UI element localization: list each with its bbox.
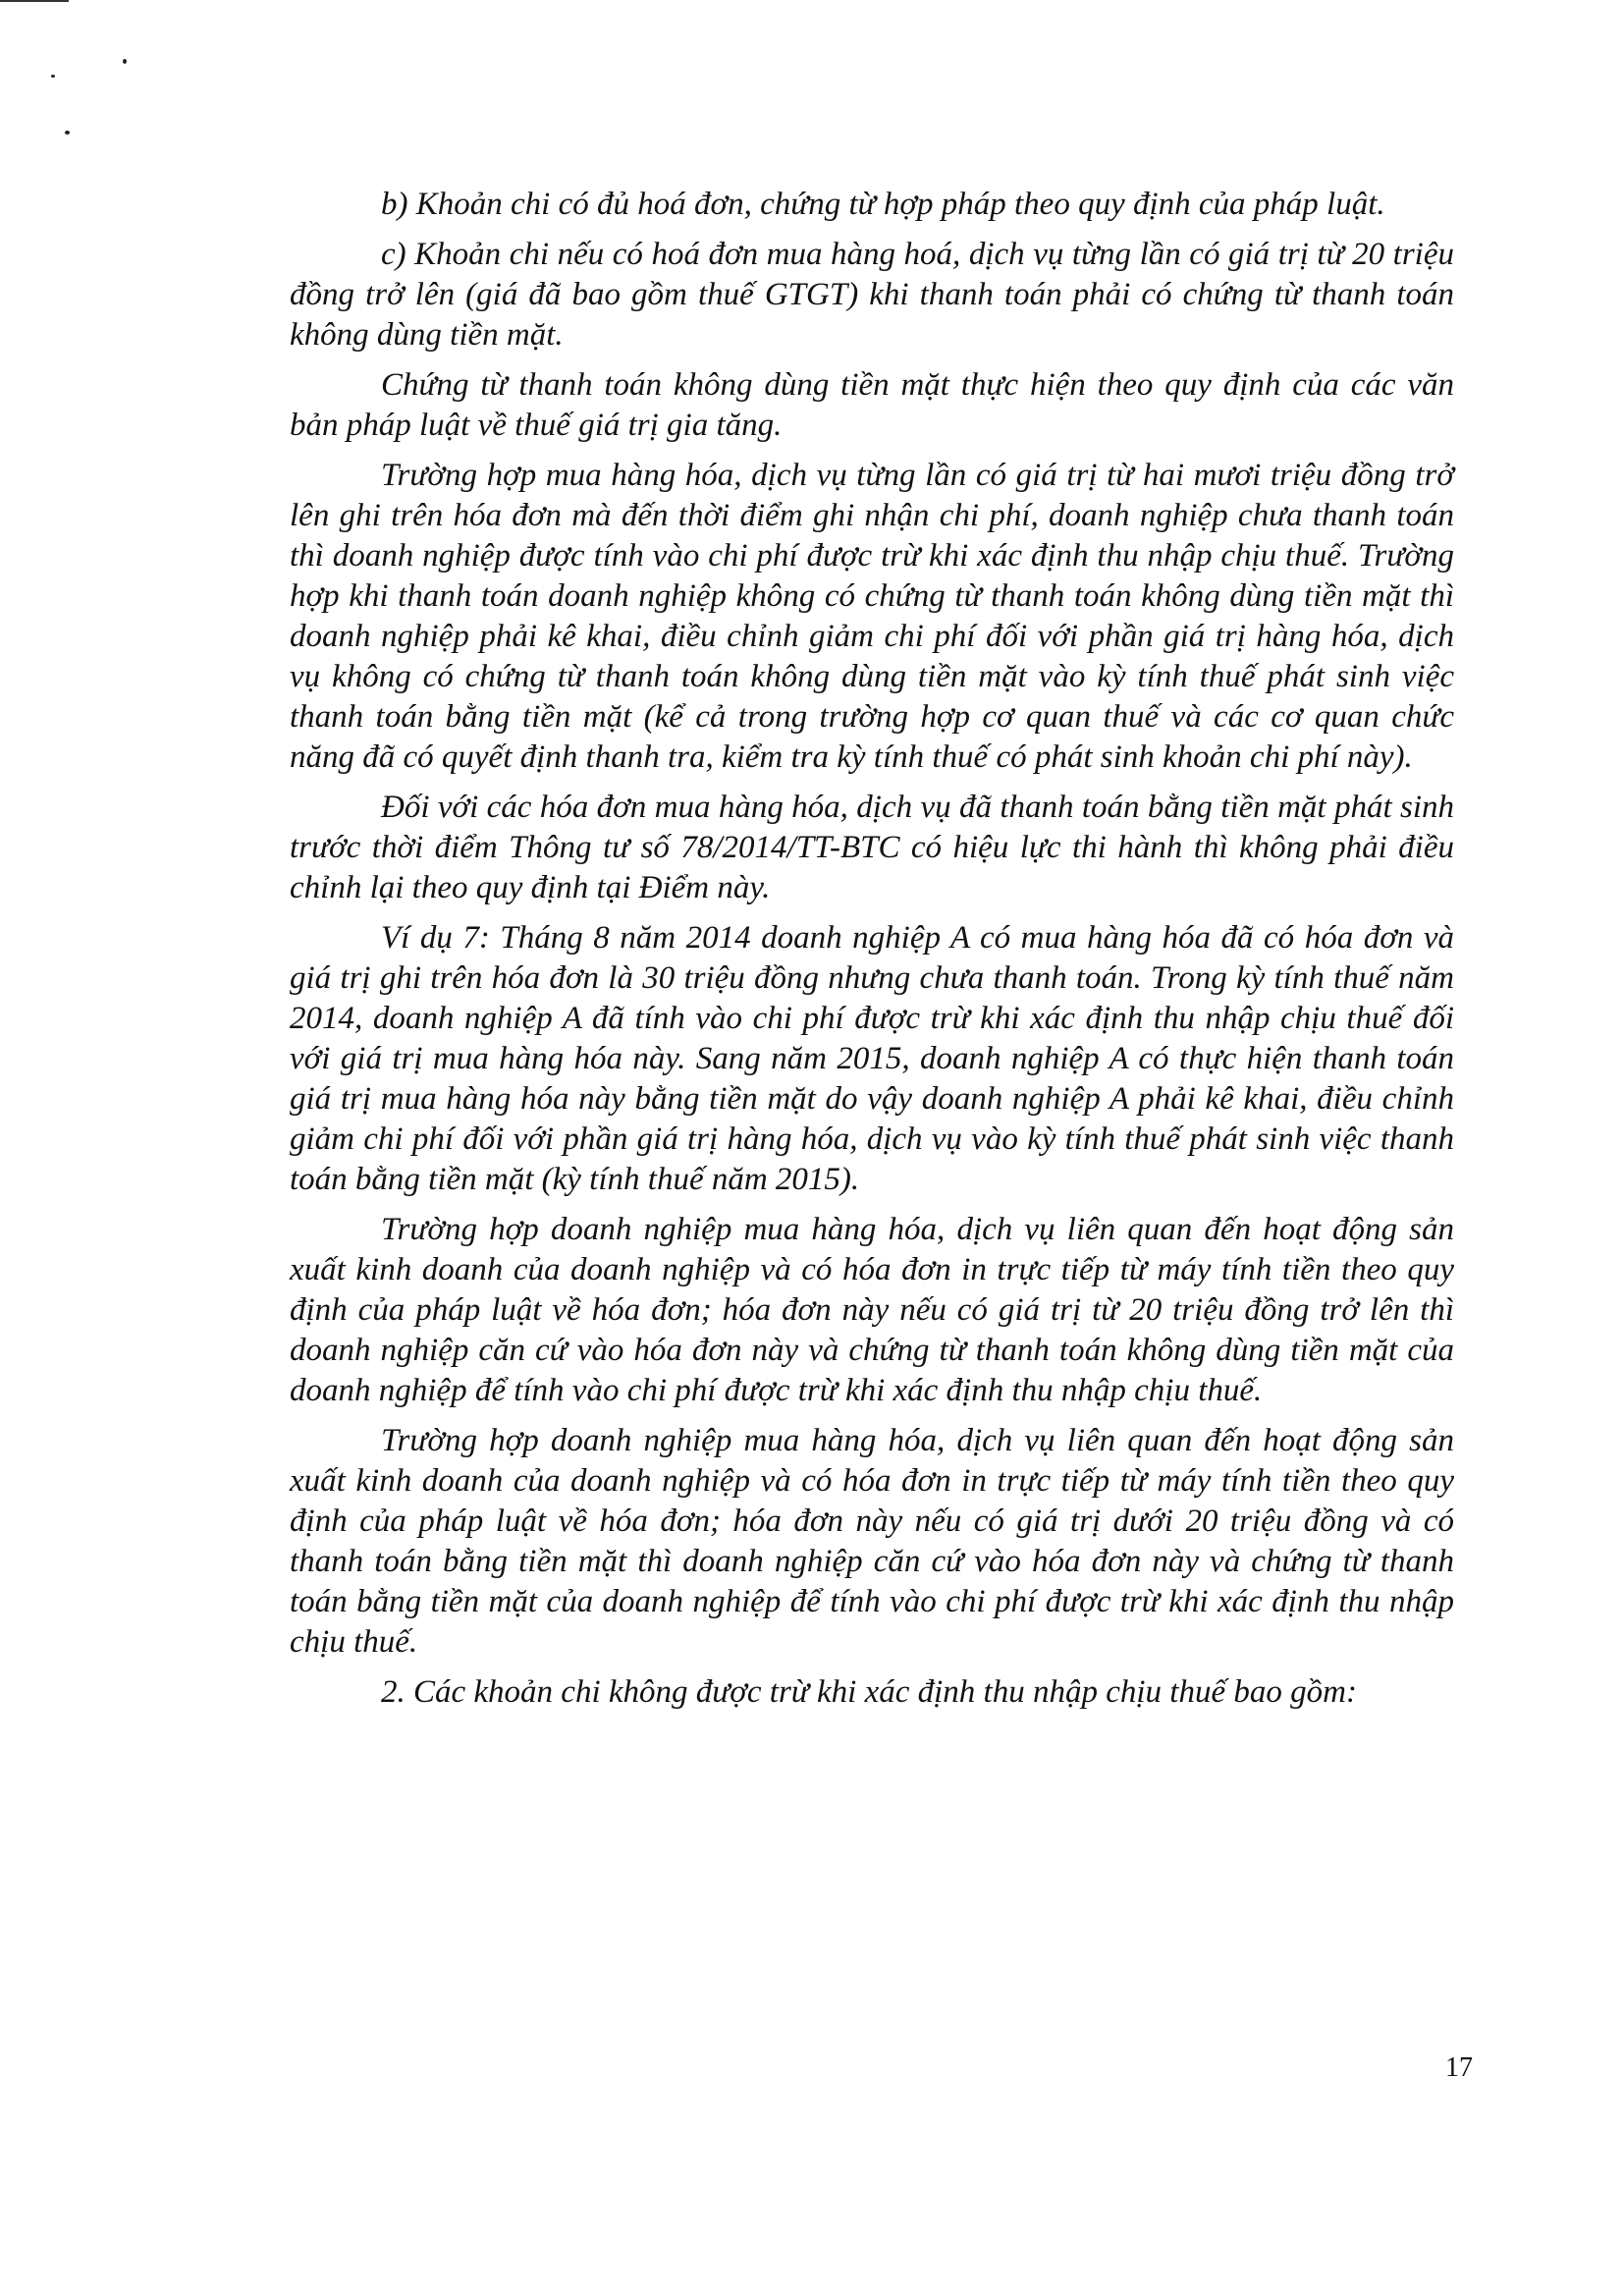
paragraph-prior-invoices: Đối với các hóa đơn mua hàng hóa, dịch vụ đã thanh toán bằng tiền mặt phát sinh trước thời điểm Thông tư số 78/2014/TT-BTC có hiệu lực thi hành thì không phải điều chỉnh lại theo quy định tại Điểm này. bbox=[290, 790, 1454, 905]
page-number: 17 bbox=[1445, 2052, 1473, 2083]
paragraph-section-2-heading: 2. Các khoản chi không được trừ khi xác định thu nhập chịu thuế bao gồm: bbox=[381, 1674, 1357, 1710]
paragraph-point-b: b) Khoản chi có đủ hoá đơn, chứng từ hợp pháp theo quy định của pháp luật. bbox=[381, 187, 1385, 222]
document-body bbox=[290, 185, 1454, 1721]
scan-speck bbox=[51, 75, 55, 78]
paragraph-point-c: c) Khoản chi nếu có hoá đơn mua hàng hoá, dịch vụ từng lần có giá trị từ 20 triệu đồng trở lên (giá đã bao gồm thuế GTGT) khi thanh toán phải có chứng từ thanh toán không dùng tiền mặt. bbox=[290, 237, 1454, 353]
paragraph-unpaid-purchases: Trường hợp mua hàng hóa, dịch vụ từng lần có giá trị từ hai mươi triệu đồng trở lên ghi trên hóa đơn mà đến thời điểm ghi nhận chi phí, doanh nghiệp chưa thanh toán thì doanh nghiệp được tính vào chi phí được trừ khi xác định thu nhập chịu thuế. Trường hợp khi thanh toán doanh nghiệp không có chứng từ thanh toán không dùng tiền mặt thì doanh nghiệp phải kê khai, điều chỉnh giảm chi phí đối với phần giá trị hàng hóa, dịch vụ không có chứng từ thanh toán không dùng tiền mặt vào kỳ tính thuế phát sinh việc thanh toán bằng tiền mặt (kể cả trong trường hợp cơ quan thuế và các cơ quan chức năng đã có quyết định thanh tra, kiểm tra kỳ tính thuế có phát sinh khoản chi phí này). bbox=[290, 458, 1454, 775]
paragraph-cash-register-over-20m: Trường hợp doanh nghiệp mua hàng hóa, dịch vụ liên quan đến hoạt động sản xuất kinh doanh của doanh nghiệp và có hóa đơn in trực tiếp từ máy tính tiền theo quy định của pháp luật về hóa đơn; hóa đơn này nếu có giá trị từ 20 triệu đồng trở lên thì doanh nghiệp căn cứ vào hóa đơn này và chứng từ thanh toán không dùng tiền mặt của doanh nghiệp để tính vào chi phí được trừ khi xác định thu nhập chịu thuế. bbox=[290, 1212, 1454, 1408]
paragraph-non-cash-vouchers: Chứng từ thanh toán không dùng tiền mặt thực hiện theo quy định của các văn bản pháp luật về thuế giá trị gia tăng. bbox=[290, 367, 1454, 443]
scan-speck bbox=[123, 59, 127, 64]
paragraph-example-7: Ví dụ 7: Tháng 8 năm 2014 doanh nghiệp A có mua hàng hóa đã có hóa đơn và giá trị ghi trên hóa đơn là 30 triệu đồng nhưng chưa thanh toán. Trong kỳ tính thuế năm 2014, doanh nghiệp A đã tính vào chi phí được trừ khi xác định thu nhập chịu thuế đối với giá trị mua hàng hóa này. Sang năm 2015, doanh nghiệp A có thực hiện thanh toán giá trị mua hàng hóa này bằng tiền mặt do vậy doanh nghiệp A phải kê khai, điều chỉnh giảm chi phí đối với phần giá trị hàng hóa, dịch vụ vào kỳ tính thuế phát sinh việc thanh toán bằng tiền mặt (kỳ tính thuế năm 2015). bbox=[290, 920, 1454, 1197]
scan-edge-line bbox=[0, 0, 69, 2]
paragraph-cash-register-under-20m: Trường hợp doanh nghiệp mua hàng hóa, dịch vụ liên quan đến hoạt động sản xuất kinh doanh của doanh nghiệp và có hóa đơn in trực tiếp từ máy tính tiền theo quy định của pháp luật về hóa đơn; hóa đơn này nếu có giá trị dưới 20 triệu đồng và có thanh toán bằng tiền mặt thì doanh nghiệp căn cứ vào hóa đơn này và chứng từ thanh toán bằng tiền mặt của doanh nghiệp để tính vào chi phí được trừ khi xác định thu nhập chịu thuế. bbox=[290, 1423, 1454, 1660]
scan-speck bbox=[65, 131, 70, 135]
